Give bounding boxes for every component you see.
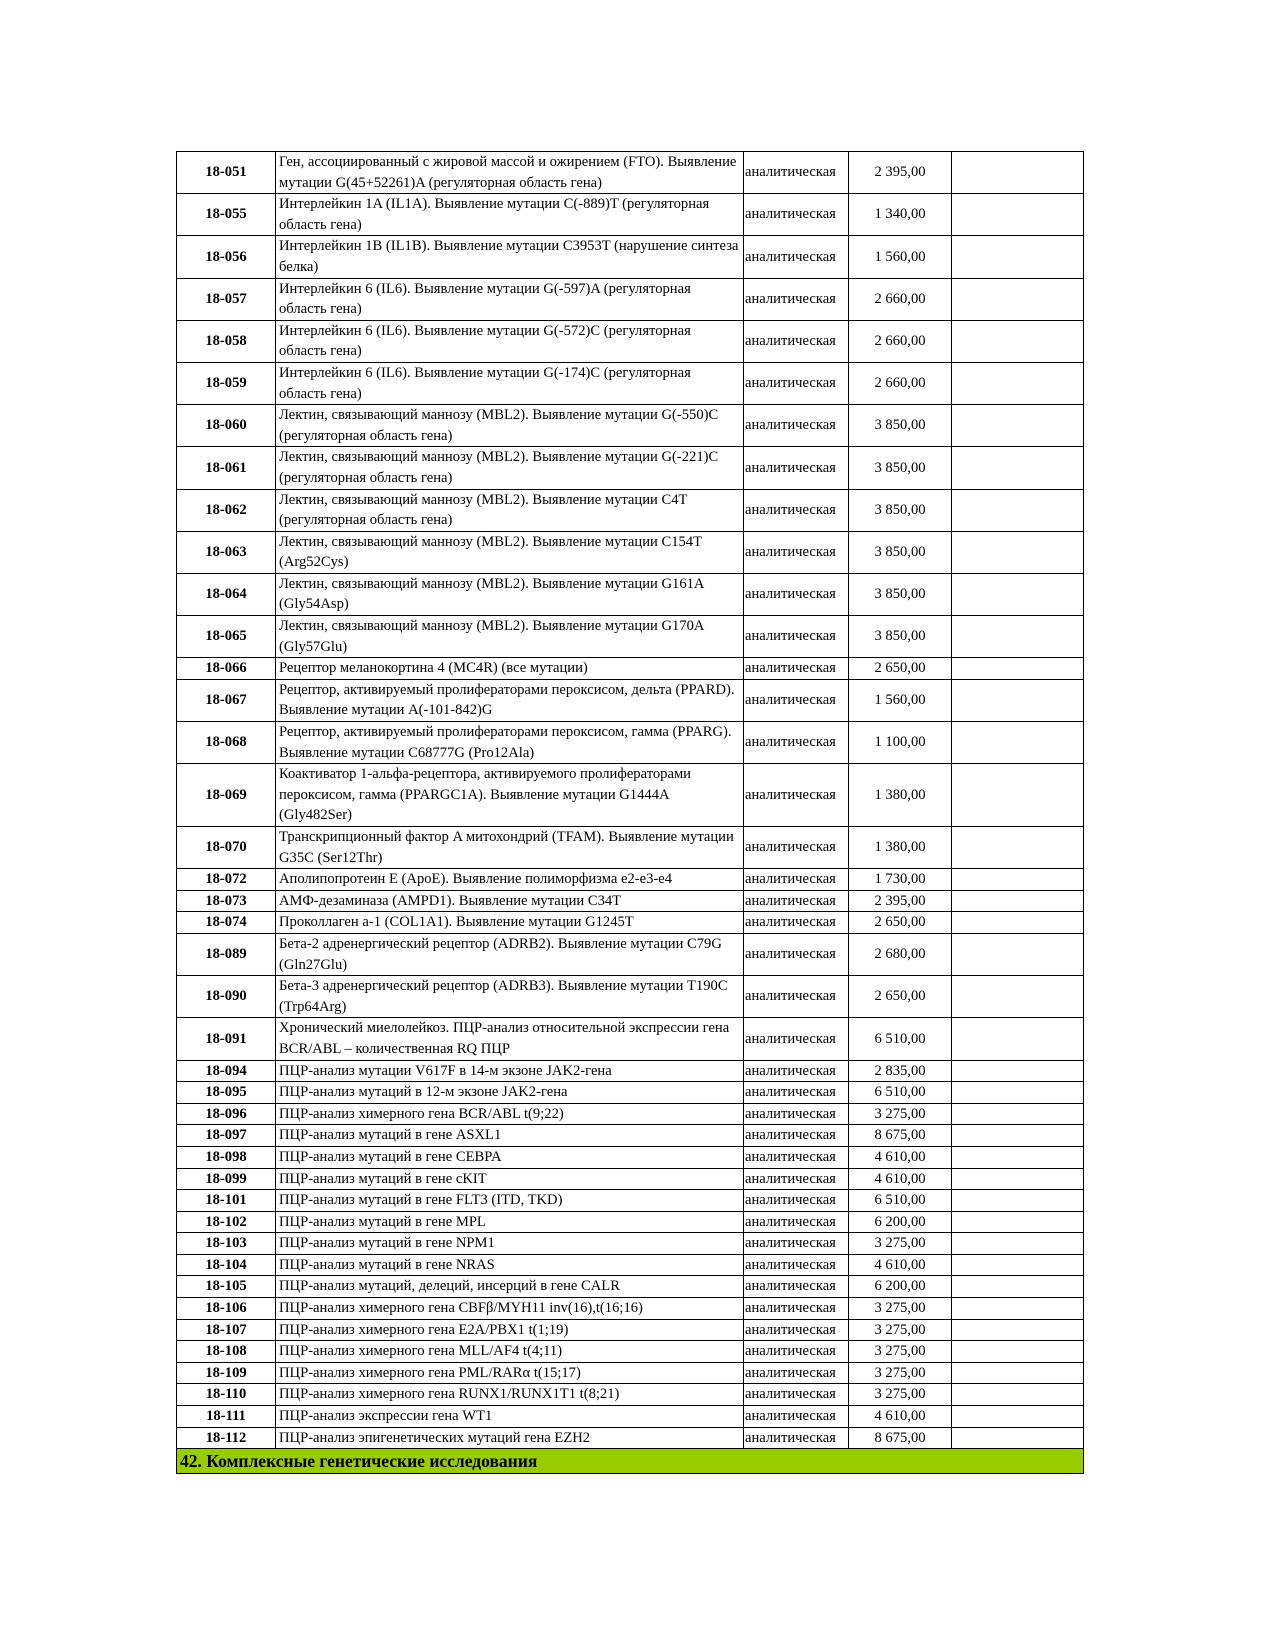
service-code: 18-055	[177, 194, 276, 236]
service-code: 18-097	[177, 1125, 276, 1147]
service-type: аналитическая	[744, 320, 849, 362]
table-row	[177, 869, 1084, 891]
table-row	[177, 1190, 1084, 1212]
empty-cell	[952, 658, 1084, 680]
service-description: ПЦР-анализ мутаций, делеций, инсерций в гене CALR	[276, 1276, 744, 1298]
service-type: аналитическая	[744, 1406, 849, 1428]
service-price: 4 610,00	[849, 1168, 952, 1190]
service-description: Рецептор меланокортина 4 (MC4R) (все мутации)	[276, 658, 744, 680]
empty-cell	[952, 1341, 1084, 1363]
empty-cell	[952, 1406, 1084, 1428]
price-table-body	[177, 152, 1084, 1449]
service-code: 18-104	[177, 1254, 276, 1276]
empty-cell	[952, 1146, 1084, 1168]
service-description: Проколлаген a-1 (COL1A1). Выявление мутации G1245T	[276, 912, 744, 934]
service-description: ПЦР-анализ мутаций в гене NPM1	[276, 1233, 744, 1255]
empty-cell	[952, 1060, 1084, 1082]
service-type: аналитическая	[744, 933, 849, 975]
service-description: Коактиватор 1-альфа-рецептора, активируемого пролифераторами пероксисом, гамма (PPARGC1A). Выявление мутации G1444A (Gly482Ser)	[276, 764, 744, 827]
service-code: 18-067	[177, 679, 276, 721]
table-row	[177, 616, 1084, 658]
service-code: 18-107	[177, 1319, 276, 1341]
service-description: Аполипопротеин E (ApoE). Выявление полиморфизма e2-e3-e4	[276, 869, 744, 891]
service-code: 18-062	[177, 489, 276, 531]
service-price: 3 850,00	[849, 573, 952, 615]
service-price: 2 650,00	[849, 658, 952, 680]
service-code: 18-094	[177, 1060, 276, 1082]
empty-cell	[952, 573, 1084, 615]
service-type: аналитическая	[744, 1146, 849, 1168]
service-description: ПЦР-анализ мутаций в гене FLT3 (ITD, TKD)	[276, 1190, 744, 1212]
service-code: 18-102	[177, 1211, 276, 1233]
empty-cell	[952, 679, 1084, 721]
service-type: аналитическая	[744, 827, 849, 869]
service-description: ПЦР-анализ химерного гена MLL/AF4 t(4;11)	[276, 1341, 744, 1363]
table-row	[177, 827, 1084, 869]
service-type: аналитическая	[744, 236, 849, 278]
service-price: 2 660,00	[849, 362, 952, 404]
service-code: 18-112	[177, 1427, 276, 1449]
empty-cell	[952, 320, 1084, 362]
service-description: Лектин, связывающий маннозу (MBL2). Выявление мутации G(-221)C (регуляторная область гена)	[276, 447, 744, 489]
service-description: ПЦР-анализ мутаций в гене cKIT	[276, 1168, 744, 1190]
service-type: аналитическая	[744, 278, 849, 320]
table-row	[177, 194, 1084, 236]
service-code: 18-059	[177, 362, 276, 404]
service-price: 3 275,00	[849, 1103, 952, 1125]
service-type: аналитическая	[744, 976, 849, 1018]
service-price: 3 275,00	[849, 1384, 952, 1406]
service-price: 3 850,00	[849, 405, 952, 447]
service-description: Лектин, связывающий маннозу (MBL2). Выявление мутации G170A (Gly57Glu)	[276, 616, 744, 658]
service-type: аналитическая	[744, 722, 849, 764]
service-description: ПЦР-анализ мутаций в гене NRAS	[276, 1254, 744, 1276]
empty-cell	[952, 1190, 1084, 1212]
service-type: аналитическая	[744, 658, 849, 680]
table-row	[177, 1254, 1084, 1276]
price-table	[176, 151, 1084, 1474]
service-description: ПЦР-анализ химерного гена BCR/ABL t(9;22)	[276, 1103, 744, 1125]
service-code: 18-095	[177, 1082, 276, 1104]
service-description: Лектин, связывающий маннозу (MBL2). Выявление мутации G161A (Gly54Asp)	[276, 573, 744, 615]
empty-cell	[952, 236, 1084, 278]
service-price: 1 380,00	[849, 764, 952, 827]
empty-cell	[952, 1427, 1084, 1449]
empty-cell	[952, 890, 1084, 912]
service-type: аналитическая	[744, 1384, 849, 1406]
table-row	[177, 1233, 1084, 1255]
service-price: 8 675,00	[849, 1427, 952, 1449]
service-type: аналитическая	[744, 616, 849, 658]
service-code: 18-108	[177, 1341, 276, 1363]
service-price: 2 660,00	[849, 320, 952, 362]
table-row	[177, 1060, 1084, 1082]
service-description: ПЦР-анализ мутации V617F в 14-м экзоне JAK2-гена	[276, 1060, 744, 1082]
service-code: 18-111	[177, 1406, 276, 1428]
service-description: ПЦР-анализ мутаций в гене MPL	[276, 1211, 744, 1233]
service-type: аналитическая	[744, 1319, 849, 1341]
service-type: аналитическая	[744, 1060, 849, 1082]
service-code: 18-057	[177, 278, 276, 320]
table-row	[177, 764, 1084, 827]
service-code: 18-051	[177, 152, 276, 194]
service-price: 6 200,00	[849, 1211, 952, 1233]
service-type: аналитическая	[744, 1298, 849, 1320]
service-price: 2 395,00	[849, 152, 952, 194]
empty-cell	[952, 1276, 1084, 1298]
service-code: 18-066	[177, 658, 276, 680]
service-description: ПЦР-анализ химерного гена CBFβ/MYH11 inv(16),t(16;16)	[276, 1298, 744, 1320]
service-type: аналитическая	[744, 1254, 849, 1276]
service-price: 4 610,00	[849, 1146, 952, 1168]
service-type: аналитическая	[744, 1233, 849, 1255]
service-description: ПЦР-анализ мутаций в гене ASXL1	[276, 1125, 744, 1147]
service-code: 18-061	[177, 447, 276, 489]
service-description: Лектин, связывающий маннозу (MBL2). Выявление мутации C4T (регуляторная область гена)	[276, 489, 744, 531]
empty-cell	[952, 1168, 1084, 1190]
service-code: 18-070	[177, 827, 276, 869]
table-row	[177, 1103, 1084, 1125]
service-description: Рецептор, активируемый пролифераторами пероксисом, дельта (PPARD). Выявление мутации A(-101-842)G	[276, 679, 744, 721]
service-type: аналитическая	[744, 869, 849, 891]
table-row	[177, 1384, 1084, 1406]
service-code: 18-110	[177, 1384, 276, 1406]
service-type: аналитическая	[744, 447, 849, 489]
service-description: Ген, ассоциированный с жировой массой и ожирением (FTO). Выявление мутации G(45+52261)A (регуляторная область гена)	[276, 152, 744, 194]
service-description: ПЦР-анализ химерного гена PML/RARα t(15;17)	[276, 1362, 744, 1384]
service-code: 18-072	[177, 869, 276, 891]
service-price: 2 650,00	[849, 912, 952, 934]
empty-cell	[952, 827, 1084, 869]
table-row	[177, 1406, 1084, 1428]
service-code: 18-099	[177, 1168, 276, 1190]
service-price: 2 680,00	[849, 933, 952, 975]
service-description: ПЦР-анализ экспрессии гена WT1	[276, 1406, 744, 1428]
service-description: ПЦР-анализ мутаций в гене CEBPA	[276, 1146, 744, 1168]
service-description: Рецептор, активируемый пролифераторами пероксисом, гамма (PPARG). Выявление мутации C68777G (Pro12Ala)	[276, 722, 744, 764]
service-price: 3 850,00	[849, 616, 952, 658]
table-row	[177, 1211, 1084, 1233]
service-price: 2 835,00	[849, 1060, 952, 1082]
table-row	[177, 278, 1084, 320]
service-type: аналитическая	[744, 362, 849, 404]
service-code: 18-091	[177, 1018, 276, 1060]
service-type: аналитическая	[744, 531, 849, 573]
table-row	[177, 1319, 1084, 1341]
table-row	[177, 531, 1084, 573]
table-row	[177, 1168, 1084, 1190]
table-row	[177, 1082, 1084, 1104]
table-row	[177, 573, 1084, 615]
service-code: 18-065	[177, 616, 276, 658]
table-row	[177, 489, 1084, 531]
service-code: 18-105	[177, 1276, 276, 1298]
service-description: Бета-2 адренергический рецептор (ADRB2). Выявление мутации C79G (Gln27Glu)	[276, 933, 744, 975]
table-row	[177, 320, 1084, 362]
service-price: 1 560,00	[849, 679, 952, 721]
service-price: 3 275,00	[849, 1233, 952, 1255]
empty-cell	[952, 1082, 1084, 1104]
table-row	[177, 1298, 1084, 1320]
service-price: 3 850,00	[849, 531, 952, 573]
service-price: 6 200,00	[849, 1276, 952, 1298]
service-price: 2 650,00	[849, 976, 952, 1018]
price-list-page	[176, 151, 1083, 1474]
empty-cell	[952, 531, 1084, 573]
service-description: Бета-3 адренергический рецептор (ADRB3). Выявление мутации T190C (Trp64Arg)	[276, 976, 744, 1018]
service-type: аналитическая	[744, 1362, 849, 1384]
service-code: 18-069	[177, 764, 276, 827]
empty-cell	[952, 976, 1084, 1018]
service-type: аналитическая	[744, 890, 849, 912]
table-row	[177, 912, 1084, 934]
service-price: 3 850,00	[849, 489, 952, 531]
service-type: аналитическая	[744, 1103, 849, 1125]
section-title: 42. Комплексные генетические исследования	[177, 1449, 1084, 1474]
service-price: 6 510,00	[849, 1018, 952, 1060]
table-row	[177, 976, 1084, 1018]
empty-cell	[952, 194, 1084, 236]
service-description: Интерлейкин 1A (IL1A). Выявление мутации C(-889)T (регуляторная область гена)	[276, 194, 744, 236]
table-row	[177, 1362, 1084, 1384]
service-description: АМФ-дезаминаза (AMPD1). Выявление мутации C34T	[276, 890, 744, 912]
service-code: 18-089	[177, 933, 276, 975]
table-row	[177, 447, 1084, 489]
empty-cell	[952, 1018, 1084, 1060]
service-type: аналитическая	[744, 1190, 849, 1212]
service-type: аналитическая	[744, 1341, 849, 1363]
service-type: аналитическая	[744, 1211, 849, 1233]
service-type: аналитическая	[744, 1082, 849, 1104]
service-description: Хронический миелолейкоз. ПЦР-анализ относительной экспрессии гена BCR/ABL – количественная RQ ПЦР	[276, 1018, 744, 1060]
service-type: аналитическая	[744, 489, 849, 531]
table-row	[177, 1427, 1084, 1449]
table-row	[177, 152, 1084, 194]
empty-cell	[952, 489, 1084, 531]
service-description: ПЦР-анализ эпигенетических мутаций гена EZH2	[276, 1427, 744, 1449]
service-type: аналитическая	[744, 912, 849, 934]
service-type: аналитическая	[744, 1427, 849, 1449]
service-type: аналитическая	[744, 764, 849, 827]
service-description: ПЦР-анализ химерного гена RUNX1/RUNX1T1 t(8;21)	[276, 1384, 744, 1406]
service-type: аналитическая	[744, 1276, 849, 1298]
service-price: 3 850,00	[849, 447, 952, 489]
service-price: 1 340,00	[849, 194, 952, 236]
table-row	[177, 890, 1084, 912]
empty-cell	[952, 1211, 1084, 1233]
empty-cell	[952, 1384, 1084, 1406]
service-price: 2 395,00	[849, 890, 952, 912]
service-code: 18-098	[177, 1146, 276, 1168]
service-type: аналитическая	[744, 573, 849, 615]
service-price: 3 275,00	[849, 1341, 952, 1363]
service-price: 1 560,00	[849, 236, 952, 278]
service-code: 18-060	[177, 405, 276, 447]
service-price: 1 100,00	[849, 722, 952, 764]
table-row	[177, 1276, 1084, 1298]
empty-cell	[952, 1319, 1084, 1341]
service-description: ПЦР-анализ химерного гена E2A/PBX1 t(1;19)	[276, 1319, 744, 1341]
empty-cell	[952, 764, 1084, 827]
service-type: аналитическая	[744, 405, 849, 447]
service-code: 18-103	[177, 1233, 276, 1255]
empty-cell	[952, 152, 1084, 194]
service-price: 4 610,00	[849, 1254, 952, 1276]
service-description: Лектин, связывающий маннозу (MBL2). Выявление мутации C154T (Arg52Cys)	[276, 531, 744, 573]
service-price: 1 730,00	[849, 869, 952, 891]
service-description: Интерлейкин 6 (IL6). Выявление мутации G(-597)A (регуляторная область гена)	[276, 278, 744, 320]
service-code: 18-063	[177, 531, 276, 573]
empty-cell	[952, 362, 1084, 404]
empty-cell	[952, 1362, 1084, 1384]
table-row	[177, 658, 1084, 680]
table-row	[177, 1146, 1084, 1168]
service-price: 6 510,00	[849, 1082, 952, 1104]
service-description: ПЦР-анализ мутаций в 12-м экзоне JAK2-гена	[276, 1082, 744, 1104]
empty-cell	[952, 405, 1084, 447]
service-description: Интерлейкин 6 (IL6). Выявление мутации G(-572)C (регуляторная область гена)	[276, 320, 744, 362]
empty-cell	[952, 1254, 1084, 1276]
service-price: 8 675,00	[849, 1125, 952, 1147]
service-type: аналитическая	[744, 152, 849, 194]
service-code: 18-056	[177, 236, 276, 278]
service-code: 18-074	[177, 912, 276, 934]
service-code: 18-096	[177, 1103, 276, 1125]
table-row	[177, 679, 1084, 721]
service-code: 18-064	[177, 573, 276, 615]
service-price: 3 275,00	[849, 1319, 952, 1341]
service-description: Транскрипционный фактор A митохондрий (TFAM). Выявление мутации G35C (Ser12Thr)	[276, 827, 744, 869]
service-code: 18-058	[177, 320, 276, 362]
service-description: Интерлейкин 6 (IL6). Выявление мутации G(-174)C (регуляторная область гена)	[276, 362, 744, 404]
service-type: аналитическая	[744, 1125, 849, 1147]
table-row	[177, 1018, 1084, 1060]
empty-cell	[952, 1125, 1084, 1147]
empty-cell	[952, 278, 1084, 320]
empty-cell	[952, 869, 1084, 891]
table-row	[177, 1341, 1084, 1363]
table-row	[177, 236, 1084, 278]
table-row	[177, 933, 1084, 975]
empty-cell	[952, 1298, 1084, 1320]
table-row	[177, 1125, 1084, 1147]
table-row	[177, 405, 1084, 447]
service-type: аналитическая	[744, 194, 849, 236]
service-code: 18-068	[177, 722, 276, 764]
service-price: 4 610,00	[849, 1406, 952, 1428]
empty-cell	[952, 616, 1084, 658]
service-description: Лектин, связывающий маннозу (MBL2). Выявление мутации G(-550)C (регуляторная область гена)	[276, 405, 744, 447]
service-description: Интерлейкин 1B (IL1B). Выявление мутации C3953T (нарушение синтеза белка)	[276, 236, 744, 278]
empty-cell	[952, 912, 1084, 934]
service-code: 18-109	[177, 1362, 276, 1384]
service-code: 18-073	[177, 890, 276, 912]
empty-cell	[952, 447, 1084, 489]
service-price: 1 380,00	[849, 827, 952, 869]
service-code: 18-106	[177, 1298, 276, 1320]
table-row	[177, 722, 1084, 764]
service-price: 2 660,00	[849, 278, 952, 320]
section-header-row	[177, 1449, 1084, 1474]
empty-cell	[952, 722, 1084, 764]
empty-cell	[952, 1103, 1084, 1125]
service-code: 18-090	[177, 976, 276, 1018]
service-type: аналитическая	[744, 679, 849, 721]
service-price: 6 510,00	[849, 1190, 952, 1212]
service-type: аналитическая	[744, 1018, 849, 1060]
service-code: 18-101	[177, 1190, 276, 1212]
service-type: аналитическая	[744, 1168, 849, 1190]
service-price: 3 275,00	[849, 1298, 952, 1320]
table-row	[177, 362, 1084, 404]
empty-cell	[952, 1233, 1084, 1255]
empty-cell	[952, 933, 1084, 975]
service-price: 3 275,00	[849, 1362, 952, 1384]
